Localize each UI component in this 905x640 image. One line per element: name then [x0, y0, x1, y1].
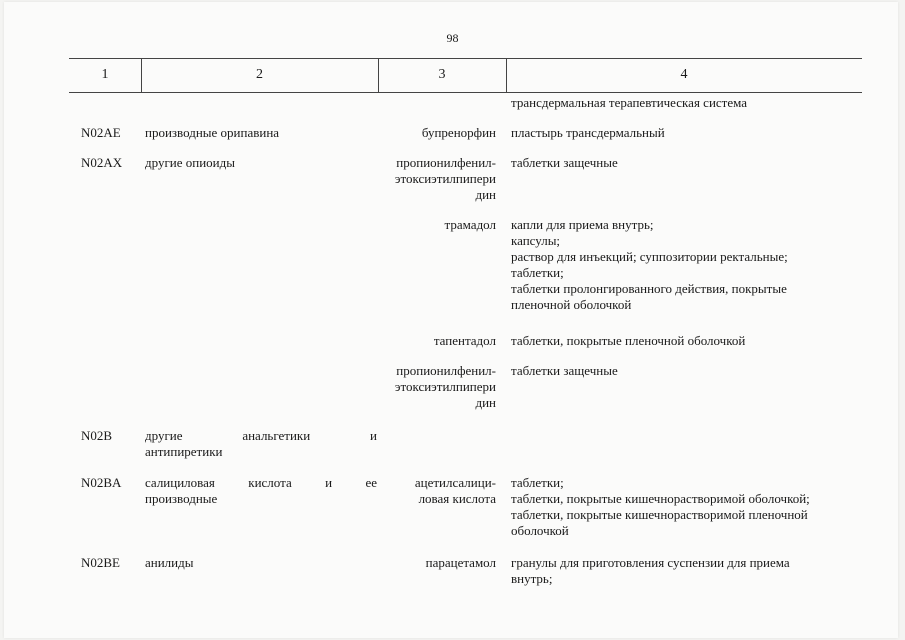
dosage-form: пластырь трансдермальный	[511, 125, 665, 140]
substance-line: пропионилфенил-	[396, 155, 496, 170]
substance-name: парацетамол	[425, 555, 496, 570]
group-name-line	[145, 428, 377, 444]
dosage-form: оболочкой	[511, 523, 569, 538]
group-word: и	[325, 475, 333, 490]
atc-code: N02BE	[81, 555, 120, 570]
dosage-form: раствор для инъекций; суппозитории ректальные;	[511, 249, 788, 264]
substance-line: этоксиэтилпипери	[394, 171, 496, 186]
dosage-form: таблетки защечные	[511, 155, 618, 170]
document-page	[4, 2, 898, 638]
group-word: и	[370, 428, 377, 443]
dosage-form: таблетки;	[511, 265, 564, 280]
header-col-1: 1	[101, 67, 109, 82]
dosage-form: таблетки пролонгированного действия, покрытые	[511, 281, 787, 296]
substance-line: ацетилсалици-	[414, 475, 496, 490]
group-name-line	[145, 475, 377, 491]
substance-line: этоксиэтилпипери	[394, 379, 496, 394]
atc-code: N02AE	[81, 125, 121, 140]
substance-name: трамадол	[444, 217, 496, 232]
substance-line: ловая кислота	[418, 491, 496, 506]
substance-name: тапентадол	[433, 333, 496, 348]
dosage-form: таблетки;	[511, 475, 564, 490]
group-word: анальгетики	[242, 428, 311, 443]
dosage-form: трансдермальная терапевтическая система	[511, 95, 748, 110]
group-word: другие	[145, 428, 183, 443]
substance-name	[378, 475, 496, 507]
atc-code: N02B	[81, 428, 113, 443]
group-word: ее	[365, 475, 377, 490]
dosage-form-list	[511, 217, 788, 313]
dosage-form: пленочной оболочкой	[511, 297, 632, 312]
dosage-form: внутрь;	[511, 571, 553, 586]
substance-name	[378, 363, 496, 411]
substance-name: бупренорфин	[421, 125, 496, 140]
atc-code: N02AX	[81, 155, 123, 170]
dosage-form: таблетки защечные	[511, 363, 618, 378]
atc-code: N02BA	[81, 475, 122, 490]
group-name: анилиды	[145, 555, 194, 570]
group-name: другие опиоиды	[145, 155, 235, 170]
group-word: салициловая	[145, 475, 215, 490]
dosage-form: капли для приема внутрь;	[511, 217, 654, 232]
group-name-line: производные	[145, 491, 218, 506]
group-name: производные орипавина	[145, 125, 280, 140]
substance-line: пропионилфенил-	[396, 363, 496, 378]
dosage-form: таблетки, покрытые кишечнорастворимой оболочкой;	[511, 491, 810, 506]
header-col-3: 3	[438, 67, 446, 82]
group-name	[145, 428, 377, 460]
group-name	[145, 475, 377, 507]
header-col-4: 4	[680, 67, 688, 82]
header-bottom-rule	[69, 92, 862, 93]
header-top-rule	[69, 58, 862, 59]
group-word: кислота	[248, 475, 292, 490]
substance-line: дин	[475, 187, 496, 202]
dosage-form: капсулы;	[511, 233, 561, 248]
substance-line: дин	[475, 395, 496, 410]
dosage-form: гранулы для приготовления суспензии для приема	[511, 555, 790, 570]
dosage-form-list	[511, 555, 790, 587]
dosage-form: таблетки, покрытые кишечнорастворимой пленочной	[511, 507, 808, 522]
substance-name	[378, 155, 496, 203]
dosage-form: таблетки, покрытые пленочной оболочкой	[511, 333, 746, 348]
group-name-line: антипиретики	[145, 444, 223, 459]
dosage-form-list	[511, 475, 810, 539]
header-col-2: 2	[256, 67, 263, 82]
page-number: 98	[446, 31, 459, 45]
